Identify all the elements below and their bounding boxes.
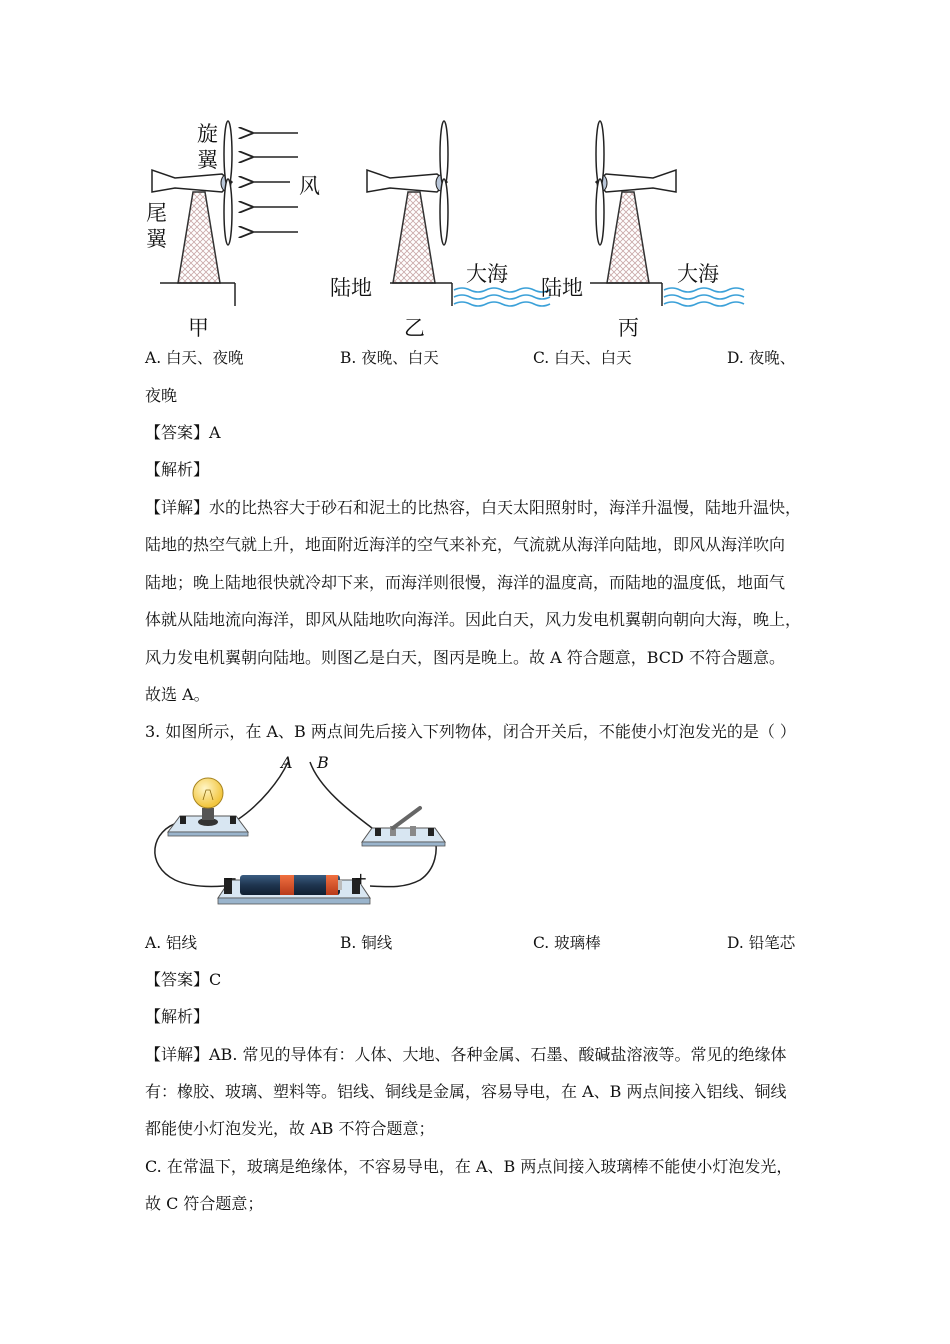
circuit-figure [140,750,460,925]
q2-option-d: D. 夜晚、 [727,349,796,367]
q3-option-a: A. 铝线 [145,934,198,952]
wind-turbine-figure [140,110,760,340]
switch-board [362,808,445,846]
caption-jia: 甲 [188,316,209,340]
caption-yi: 乙 [404,316,425,340]
q3-stem: 3. 如图所示，在 A、B 两点间先后接入下列物体，闭合开关后，不能使小灯泡发光的是（ ） [145,722,796,741]
label-lu-2: 陆地 [541,276,583,300]
q3-detail-line-2: 有：橡胶、玻璃、塑料等。铝线、铜线是金属，容易导电，在 A、B 两点间接入铝线、铜线 [145,1082,787,1101]
battery-board [218,875,370,904]
q3-detail-line-4: C. 在常温下，玻璃是绝缘体，不容易导电，在 A、B 两点间接入玻璃棒不能使小灯泡发光， [145,1157,793,1176]
label-weiyi: 尾翼 [146,201,167,251]
battery-plus: + [354,869,368,888]
q2-detail-line-5: 风力发电机翼朝向陆地。则图乙是白天，图丙是晚上。故 A 符合题意，BCD 不符合题意。 [145,648,785,667]
q2-analysis-heading: 【解析】 [145,460,210,479]
q3-analysis-heading: 【解析】 [145,1007,210,1026]
battery-minus: − [224,869,238,888]
q2-option-a: A. 白天、夜晚 [145,349,244,367]
label-b: B [317,753,329,772]
turbine-jia [152,121,298,306]
q2-answer: 【答案】A [145,423,221,442]
label-hai-1: 大海 [466,262,508,286]
turbine-bing [590,121,744,306]
q2-detail-line-4: 体就从陆地流向海洋，即风从陆地吹向海洋。因此白天，风力发电机翼朝向朝向大海，晚上， [145,610,802,629]
q2-option-d-wrap: 夜晚 [145,386,178,405]
q3-option-c: C. 玻璃棒 [533,934,601,952]
q3-detail-line-5: 故 C 符合题意； [145,1194,264,1213]
q2-detail-line-1: 【详解】水的比热容大于砂石和泥土的比热容，白天太阳照射时，海洋升温慢，陆地升温快， [145,498,802,517]
label-a: A [281,753,293,772]
q3-option-b: B. 铜线 [340,934,393,952]
q3-option-d: D. 铅笔芯 [727,934,796,952]
label-xuanyi: 旋翼 [197,122,218,172]
q2-detail-line-6: 故选 A。 [145,685,210,704]
q2-detail-line-3: 陆地；晚上陆地很快就冷却下来，而海洋则很慢，海洋的温度高，而陆地的温度低，地面气 [145,573,786,592]
sea-waves-2 [664,288,744,306]
caption-bing: 丙 [618,316,639,340]
label-hai-2: 大海 [677,262,719,286]
q3-detail-line-3: 都能使小灯泡发光，故 AB 不符合题意； [145,1119,435,1138]
label-lu-1: 陆地 [330,276,372,300]
q2-option-c: C. 白天、白天 [533,349,632,367]
q3-answer: 【答案】C [145,970,222,989]
sea-waves-1 [454,288,550,306]
q2-detail-line-2: 陆地的热空气就上升，地面附近海洋的空气来补充，气流就从海洋向陆地，即风从海洋吹向 [145,535,786,554]
bulb-board [168,778,248,836]
q3-detail-line-1: 【详解】AB. 常见的导体有：人体、大地、各种金属、石墨、酸碱盐溶液等。常见的绝缘体 [145,1045,787,1064]
q2-option-b: B. 夜晚、白天 [340,349,439,367]
turbine-yi [367,121,550,306]
label-feng: 风 [299,174,320,198]
